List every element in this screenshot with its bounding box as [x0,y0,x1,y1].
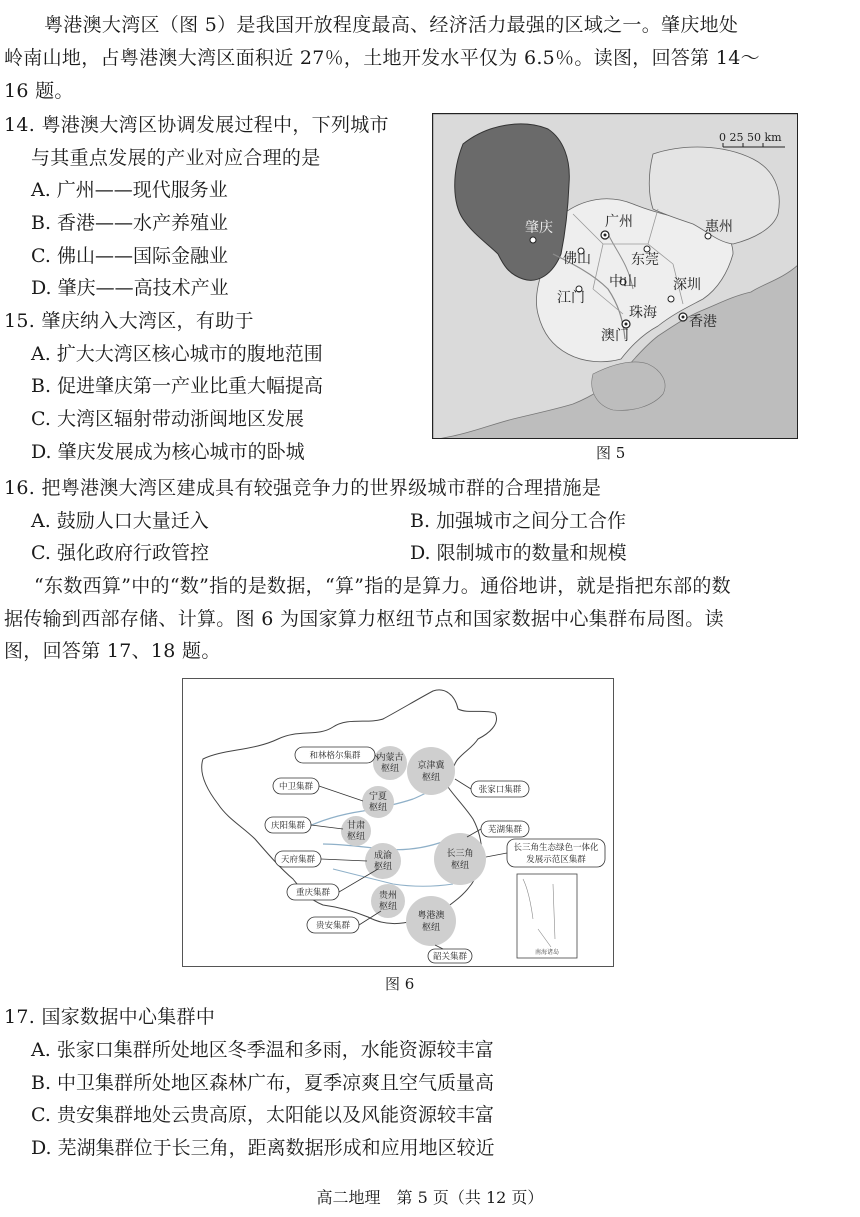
passage2-line-1: “东数西算”中的“数”指的是数据，“算”指的是算力。通俗地讲，就是指把东部的数 [34,575,731,597]
hub-inner-mongolia [373,746,407,780]
city-label-foshan: 佛山 [563,251,591,267]
q15-stem: 15. 肇庆纳入大湾区，有助于 [4,310,254,332]
q14-option-a[interactable]: A. 广州——现代服务业 [31,179,228,201]
city-label-macau: 澳门 [601,328,629,344]
hub-guizhou [371,884,405,918]
hub-label-inner-mongolia-1: 内蒙古 [376,753,404,763]
hub-label-gansu-2: 枢纽 [346,832,366,842]
hub-label-inner-mongolia-2: 枢纽 [380,764,400,774]
q17-option-a[interactable]: A. 张家口集群所处地区冬季温和多雨，水能资源较丰富 [31,1039,494,1061]
hub-label-ningxia-2: 枢纽 [368,803,388,813]
q17-option-b[interactable]: B. 中卫集群所处地区森林广布，夏季凉爽且空气质量高 [31,1072,495,1094]
q15-option-c[interactable]: C. 大湾区辐射带动浙闽地区发展 [31,408,304,430]
hub-label-jingjinji-2: 枢纽 [421,773,441,783]
q15-option-d[interactable]: D. 肇庆发展成为核心城市的卧城 [31,441,305,463]
cluster-chongqing: 重庆集群 [295,888,331,898]
cluster-shaoguan: 韶关集群 [432,952,468,962]
q15-option-a[interactable]: A. 扩大大湾区核心城市的腹地范围 [31,343,323,365]
figure-5-caption: 图 5 [596,444,626,462]
q16-option-b[interactable]: B. 加强城市之间分工合作 [410,510,627,532]
q16-stem: 16. 把粤港澳大湾区建成具有较强竞争力的世界级城市群的合理措施是 [4,477,602,499]
city-label-huizhou: 惠州 [705,219,733,235]
hub-label-yangtze-2: 枢纽 [450,861,470,871]
q14-option-d[interactable]: D. 肇庆——高技术产业 [31,277,229,299]
q14-stem-2: 与其重点发展的产业对应合理的是 [31,147,321,169]
hub-ningxia [362,786,394,818]
cluster-tianfu: 天府集群 [280,855,316,865]
city-label-zhaoqing: 肇庆 [525,220,553,236]
page-footer: 高二地理 第 5 页（共 12 页） [316,1188,544,1207]
cluster-yangtze-demo-2: 发展示范区集群 [526,855,586,865]
hub-label-guizhou-1: 贵州 [378,891,398,901]
map-scale-label: 0 25 50 km [719,131,782,144]
intro-line-3: 16 题。 [4,80,74,102]
q16-option-d[interactable]: D. 限制城市的数量和规模 [410,542,627,564]
hub-label-chengyu-1: 成渝 [373,851,393,861]
city-label-guangzhou: 广州 [605,214,633,230]
city-label-hongkong: 香港 [689,314,717,330]
shenzhen-marker [668,296,674,302]
hub-label-yangtze-1: 长三角 [446,849,474,859]
zhaoqing-marker [530,237,536,243]
city-label-zhongshan: 中山 [609,274,637,290]
q15-option-b[interactable]: B. 促进肇庆第一产业比重大幅提高 [31,375,324,397]
figure-6-map [182,678,614,967]
hub-label-ningxia-1: 宁夏 [368,792,388,802]
hub-yangtze-delta [434,833,486,885]
cluster-qingyang: 庆阳集群 [270,821,306,831]
hub-label-gba-2: 枢纽 [421,923,441,933]
figure-5-map [432,113,798,439]
inset-label: 南海诸岛 [534,949,560,956]
hub-jingjinji [407,747,455,795]
figure-6-caption: 图 6 [385,975,415,993]
q17-option-c[interactable]: C. 贵安集群地处云贵高原，太阳能以及风能资源较丰富 [31,1104,494,1126]
hub-label-chengyu-2: 枢纽 [373,862,393,872]
cluster-yangtze-demo-1: 长三角生态绿色一体化 [513,843,599,853]
cluster-wuhu: 芜湖集群 [487,825,523,835]
hub-label-jingjinji-1: 京津冀 [417,761,445,771]
q16-option-c[interactable]: C. 强化政府行政管控 [31,542,209,564]
intro-line-1: 粤港澳大湾区（图 5）是我国开放程度最高、经济活力最强的区域之一。肇庆地处 [44,14,739,36]
city-label-shenzhen: 深圳 [673,277,701,293]
hub-guangdong-hk-macao [406,896,456,946]
cluster-helinger: 和林格尔集群 [309,751,361,761]
hub-label-gba-1: 粤港澳 [417,911,445,921]
hub-label-gansu-1: 甘肃 [346,821,366,831]
passage2-line-3: 图，回答第 17、18 题。 [4,640,221,662]
city-label-jiangmen: 江门 [557,290,585,306]
hub-label-guizhou-2: 枢纽 [378,902,398,912]
cluster-zhangjiakou: 张家口集群 [478,785,522,795]
passage2-line-2: 据传输到西部存储、计算。图 6 为国家算力枢纽节点和国家数据中心集群布局图。读 [4,608,724,630]
q17-stem: 17. 国家数据中心集群中 [4,1006,216,1028]
city-label-dongguan: 东莞 [631,252,659,268]
q14-option-c[interactable]: C. 佛山——国际金融业 [31,245,228,267]
intro-line-2: 岭南山地，占粤港澳大湾区面积近 27％，土地开发水平仅为 6.5％。读图，回答第 14～ [4,47,760,69]
q16-option-a[interactable]: A. 鼓励人口大量迁入 [31,510,209,532]
q17-option-d[interactable]: D. 芜湖集群位于长三角，距离数据形成和应用地区较近 [31,1137,495,1159]
cluster-guian: 贵安集群 [315,921,351,931]
city-label-zhuhai: 珠海 [629,305,657,321]
q14-option-b[interactable]: B. 香港——水产养殖业 [31,212,229,234]
q14-stem-1: 14. 粤港澳大湾区协调发展过程中，下列城市 [4,114,389,136]
cluster-zhongwei: 中卫集群 [278,782,314,792]
